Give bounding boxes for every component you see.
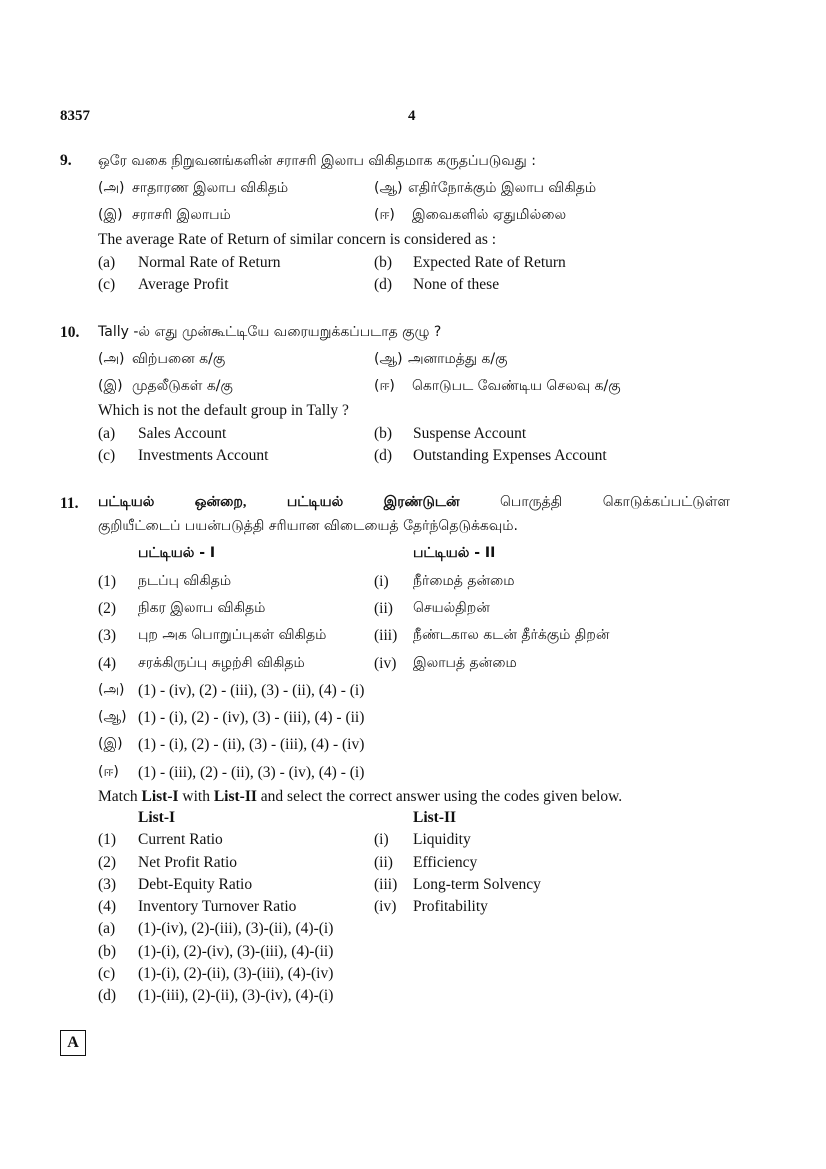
q10-en-opt-text: Investments Account [138, 447, 269, 464]
q9-number: 9. [60, 152, 72, 169]
q10-ta-opt-label: (ஈ) [374, 378, 395, 394]
q11-en-row-left: Current Ratio [138, 831, 223, 848]
q9-ta-opt-label: (இ) [98, 207, 123, 223]
q9-ta-opt-text: எதிர்நோக்கும் இலாப விகிதம் [408, 180, 597, 196]
q10-en-opt-text: Outstanding Expenses Account [413, 447, 607, 464]
q11-ta-word: கொடுக்கப்பட்டுள்ள [602, 495, 730, 510]
q11-ta-row-roman: (i) [374, 573, 389, 590]
q11-ta-row-num: (2) [98, 600, 117, 617]
q11-en-row-roman: (iii) [374, 876, 398, 893]
q11-ta-row-right: செயல்திறன் [413, 600, 490, 616]
q10-en-opt-label: (d) [374, 447, 393, 464]
q11-en-code-text: (1)-(i), (2)-(ii), (3)-(iii), (4)-(iv) [138, 965, 334, 982]
q11-en-code-text: (1)-(i), (2)-(iv), (3)-(iii), (4)-(ii) [138, 943, 334, 960]
q11-ta-list2-title: பட்டியல் - II [413, 545, 496, 561]
q10-number: 10. [60, 324, 80, 341]
q11-ta-row-right: இலாபத் தன்மை [413, 655, 517, 671]
paper-code: 8357 [60, 108, 90, 124]
q11-en-list1-title: List-I [138, 809, 176, 826]
q11-ta-row-left: நடப்பு விகிதம் [138, 573, 232, 589]
q10-en-opt-text: Suspense Account [413, 425, 527, 442]
q11-ta-list1-title: பட்டியல் - I [138, 545, 216, 561]
q10-ta-opt-text: கொடுபட வேண்டிய செலவு க/கு [412, 378, 621, 394]
q11-en-q-bold: List-II [213, 788, 257, 805]
q11-en-row-right: Liquidity [413, 831, 471, 848]
q9-ta-opt-label: (ஆ) [374, 180, 403, 196]
booklet-code-box: A [60, 1030, 86, 1056]
q9-en-opt-text: Average Profit [138, 276, 229, 293]
q10-en-question: Which is not the default group in Tally ? [98, 402, 349, 419]
q11-en-row-roman: (iv) [374, 898, 397, 915]
q9-ta-opt-text: சாதாரண இலாப விகிதம் [132, 180, 289, 196]
q11-en-q-bold: List-I [141, 788, 179, 805]
q10-en-opt-label: (a) [98, 425, 116, 442]
q9-ta-opt-text: சராசரி இலாபம் [132, 207, 231, 223]
q10-en-opt-label: (c) [98, 447, 116, 464]
q11-ta-row-right: நீர்மைத் தன்மை [413, 573, 515, 589]
q11-en-list2-title: List-II [413, 809, 457, 826]
q9-en-opt-label: (c) [98, 276, 116, 293]
q11-en-code-label: (a) [98, 920, 116, 937]
q11-en-row-roman: (i) [374, 831, 389, 848]
q11-ta-code-label: (ஈ) [98, 764, 119, 780]
q10-ta-opt-text: அனாமத்து க/கு [408, 351, 508, 367]
q11-ta-row-num: (3) [98, 627, 117, 644]
q11-en-row-num: (4) [98, 898, 117, 915]
q11-en-row-roman: (ii) [374, 854, 393, 871]
q10-ta-opt-label: (அ) [98, 351, 125, 367]
q11-ta-row-num: (1) [98, 573, 117, 590]
q11-ta-question-line2: குறியீட்டைப் பயன்படுத்தி சரியான விடையைத் தேர்ந்தெடுக்கவும். [98, 518, 518, 534]
q10-ta-question: Tally -ல் எது முன்கூட்டியே வரையறுக்கப்படாத குழு ? [98, 324, 442, 340]
q11-en-code-label: (c) [98, 965, 116, 982]
q9-en-opt-text: Normal Rate of Return [138, 254, 281, 271]
q11-ta-row-left: நிகர இலாப விகிதம் [138, 600, 266, 616]
q11-ta-code-label: (அ) [98, 682, 125, 698]
q9-en-question: The average Rate of Return of similar concern is considered as : [98, 231, 497, 248]
q11-en-code-label: (b) [98, 943, 117, 960]
q11-ta-row-left: சரக்கிருப்பு சுழற்சி விகிதம் [138, 655, 305, 671]
q10-en-opt-text: Sales Account [138, 425, 227, 442]
q11-en-row-right: Long-term Solvency [413, 876, 541, 893]
q11-ta-code-text: (1) - (iii), (2) - (ii), (3) - (iv), (4) - (i) [138, 764, 365, 781]
q11-ta-word: பொருத்தி [500, 495, 563, 510]
q11-ta-word: ஒன்றை, [194, 495, 247, 510]
q11-en-row-right: Profitability [413, 898, 488, 915]
q11-en-row-num: (2) [98, 854, 117, 871]
q11-ta-code-label: (ஆ) [98, 709, 127, 725]
q11-en-code-text: (1)-(iv), (2)-(iii), (3)-(ii), (4)-(i) [138, 920, 334, 937]
q10-ta-opt-label: (இ) [98, 378, 123, 394]
q11-ta-row-num: (4) [98, 655, 117, 672]
q11-en-q-part: and select the correct answer using the codes given below. [256, 788, 623, 805]
q11-ta-question-line1 [98, 495, 730, 512]
q11-ta-word: பட்டியல் [286, 495, 344, 510]
q11-ta-word: இரண்டுடன் [383, 495, 460, 510]
q9-ta-opt-label: (ஈ) [374, 207, 395, 223]
q9-en-opt-label: (a) [98, 254, 116, 271]
q9-ta-question: ஒரே வகை நிறுவனங்களின் சராசரி இலாப விகிதமாக கருதப்படுவது : [98, 153, 536, 169]
q11-en-code-label: (d) [98, 987, 117, 1004]
q9-en-opt-text: None of these [413, 276, 500, 293]
q11-en-code-text: (1)-(iii), (2)-(ii), (3)-(iv), (4)-(i) [138, 987, 334, 1004]
q11-en-row-left: Debt-Equity Ratio [138, 876, 253, 893]
q10-ta-opt-text: முதலீடுகள் க/கு [132, 378, 233, 394]
q11-en-row-num: (1) [98, 831, 117, 848]
q9-en-opt-text: Expected Rate of Return [413, 254, 566, 271]
q10-ta-opt-label: (ஆ) [374, 351, 403, 367]
q10-en-opt-label: (b) [374, 425, 393, 442]
q11-ta-code-text: (1) - (iv), (2) - (iii), (3) - (ii), (4) - (i) [138, 682, 365, 699]
q10-ta-opt-text: விற்பனை க/கு [132, 351, 226, 367]
q11-en-row-num: (3) [98, 876, 117, 893]
q11-ta-row-right: நீண்டகால கடன் தீர்க்கும் திறன் [413, 627, 610, 643]
q11-ta-code-label: (இ) [98, 736, 123, 752]
q9-ta-opt-text: இவைகளில் ஏதுமில்லை [412, 207, 567, 223]
q11-ta-row-roman: (ii) [374, 600, 393, 617]
q11-en-row-left: Net Profit Ratio [138, 854, 238, 871]
q11-ta-code-text: (1) - (i), (2) - (ii), (3) - (iii), (4) - (iv) [138, 736, 365, 753]
q9-en-opt-label: (b) [374, 254, 393, 271]
q11-ta-code-text: (1) - (i), (2) - (iv), (3) - (iii), (4) - (ii) [138, 709, 365, 726]
q11-en-q-part: with [178, 788, 214, 805]
page-number: 4 [408, 108, 416, 124]
q9-ta-opt-label: (அ) [98, 180, 125, 196]
q11-en-row-right: Efficiency [413, 854, 478, 871]
q9-en-opt-label: (d) [374, 276, 393, 293]
q11-ta-row-left: புற அக பொறுப்புகள் விகிதம் [138, 627, 327, 643]
q11-ta-word: பட்டியல் [98, 495, 155, 510]
q11-ta-row-roman: (iii) [374, 627, 398, 644]
q11-ta-row-roman: (iv) [374, 655, 397, 672]
q11-en-row-left: Inventory Turnover Ratio [138, 898, 297, 915]
q11-en-question [98, 788, 622, 806]
q11-en-q-part: Match [98, 788, 142, 805]
q11-number: 11. [60, 495, 79, 512]
